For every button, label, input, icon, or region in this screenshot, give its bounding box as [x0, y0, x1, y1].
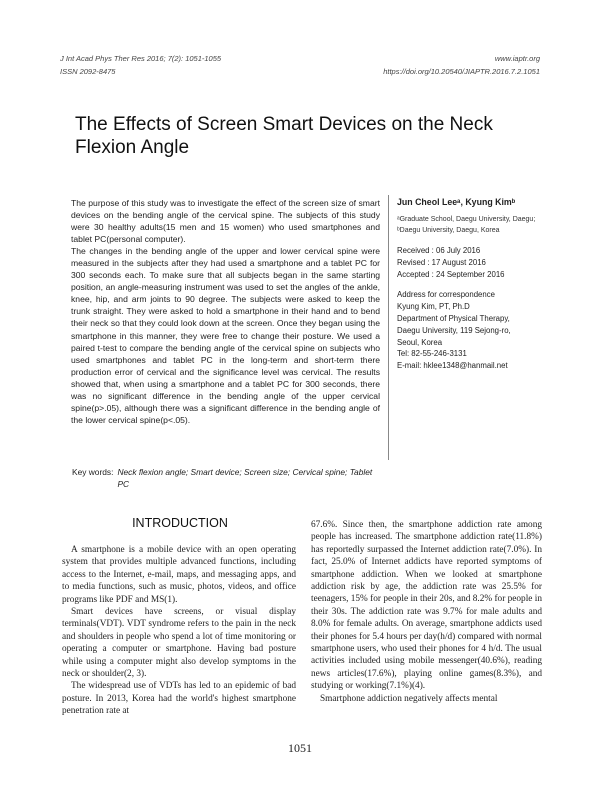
journal-links [383, 52, 540, 78]
article-dates [397, 245, 547, 280]
correspondence-email[interactable]: E-mail: hklee1348@hanmail.net [397, 361, 508, 371]
keywords-text: Neck flexion angle; Smart device; Screen size; Cervical spine; Tablet PC [117, 467, 373, 489]
correspondence-line: Department of Physical Therapy, [397, 313, 510, 323]
body-paragraph: 67.6%. Since then, the smartphone addiction rate among people has increased. The smartphone addiction rate(11.8%) has reportedly surpassed the Internet addiction rate(7.0%). In fact, 25.0% of Internet addicts have reported symptoms of smartphone addiction. When we looked at smartphone addiction risk by age, the addiction rate was 25.5% for teenagers, 15% for people in their 20s, and 8.2% for people in their 30s. The addiction rate was 9.7% for male adults and 8.0% for female adults. On average, smartphone addicts used their phones for 5.4 hours per day(h/d) compared with normal smartphone users, who used their phones for 4 h/d. The usual activities included using mobile messenger(40.6%), reading news articles(17.6%), playing online games(8.3%), and studying or working(7.1%)(4). [311, 520, 542, 692]
journal-header [60, 52, 221, 78]
intro-left-column [62, 544, 296, 718]
website-link[interactable]: www.iaptr.org [494, 54, 540, 63]
page-number: 1051 [288, 741, 312, 755]
body-paragraph: Smartphone addiction negatively affects mental [320, 693, 498, 704]
keywords [72, 466, 382, 490]
abstract [71, 197, 380, 426]
correspondence-line: Kyung Kim, PT, Ph.D [397, 302, 470, 312]
issn: ISSN 2092-8475 [60, 67, 116, 76]
doi-link[interactable]: https://doi.org/10.20540/JIAPTR.2016.7.2.1051 [383, 67, 540, 76]
intro-right-column [311, 519, 542, 705]
body-paragraph: The widespread use of VDTs has led to an epidemic of bad posture. In 2013, Korea had the world's highest smartphone penetration rate at [62, 681, 296, 717]
correspondence-line: Seoul, Korea [397, 337, 443, 347]
revised-date: Revised : 17 August 2016 [397, 257, 486, 267]
affiliation-b: ᵇDaegu University, Daegu, Korea [397, 227, 500, 234]
journal-citation: J Int Acad Phys Ther Res 2016; 7(2): 1051-1055 [60, 54, 222, 63]
correspondence [397, 289, 547, 372]
author-info [397, 197, 547, 372]
correspondence-line: Tel: 82-55-246-3131 [397, 349, 467, 359]
correspondence-line: Daegu University, 119 Sejong-ro, [397, 325, 511, 335]
received-date: Received : 06 July 2016 [397, 246, 481, 255]
author-names: Jun Cheol Leeᵃ, Kyung Kimᵇ [397, 197, 516, 207]
affiliations [397, 214, 547, 236]
abstract-paragraph: The purpose of this study was to investigate the effect of the screen size of smart devices on the bending angle of the cervical spine. The subjects of this study were 30 healthy adults(15 men and 15 women) who used smartphones and tablet PC(personal computer). [71, 198, 380, 245]
correspondence-label: Address for correspondence [397, 290, 495, 300]
body-paragraph: Smart devices have screens, or visual display terminals(VDT). VDT syndrome refers to the pain in the neck and shoulders in people who spend a lot of time monitoring or operating a computer or smartphone. Having bad posture while using a computer might also develop symptoms in the neck or shoulder(2, 3). [62, 607, 296, 680]
abstract-paragraph: The changes in the bending angle of the upper and lower cervical spine were measured in the subjects after they had used a smartphone and a tablet PC for 300 seconds each. To make sure that all subjects began in the same starting position, an angle-measuring instrument was used to set the angles of the ankle, knee, hip, and arm joints to 90 degree. The subjects were asked to keep the trunk straight. They were asked to hold a smartphone in their hand and to bend their neck so that they could look down at the screen. Once they began using the smartphone in this manner, they were free to change their posture. We used a paired t-test to compare the bending angle of the cervical spine on subjects who used smartphones and tablet PC in the long-term and short-term there production error of cervical and the significance level was cervical. The results showed that, when using a smartphone and a tablet PC for 300 seconds, there was no significant difference in the bending angle of the upper cervical spine(p>.05), although there was a significant difference in the bending angle of the lower cervical spine(p<.05). [71, 246, 380, 425]
column-divider [388, 195, 389, 460]
paper-title: The Effects of Screen Smart Devices on the Neck Flexion Angle [75, 114, 493, 158]
section-heading: INTRODUCTION [132, 516, 228, 530]
body-paragraph: A smartphone is a mobile device with an open operating system that provides multiple advanced functions, including access to the Internet, e-mail, maps, and messaging apps, and to media functions, such as music, photos, videos, and office programs like PDF and MS(1). [62, 545, 296, 605]
keywords-label: Key words: [72, 467, 114, 477]
accepted-date: Accepted : 24 September 2016 [397, 269, 505, 279]
affiliation-a: ᵃGraduate School, Daegu University, Daegu; [397, 216, 536, 223]
